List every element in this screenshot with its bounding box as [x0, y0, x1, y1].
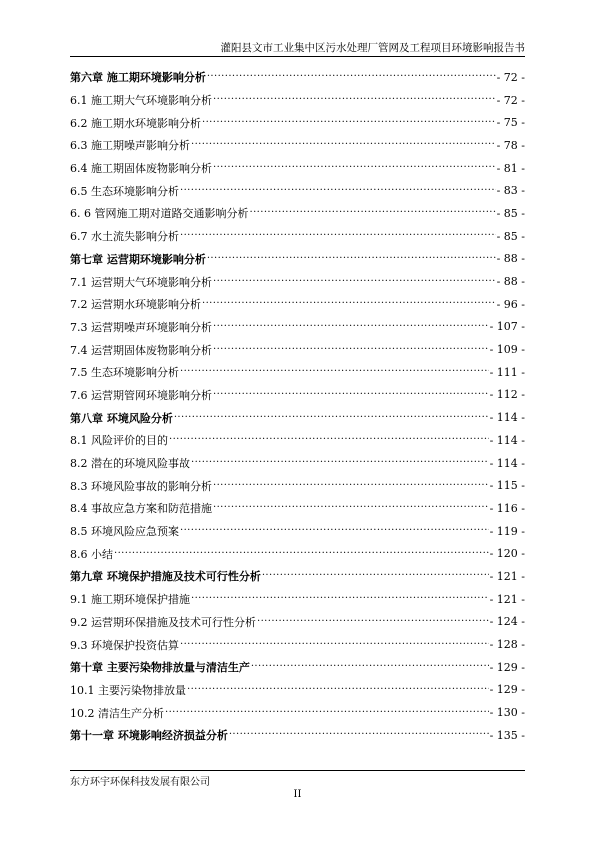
toc-entry-title: 8.2 潜在的环境风险事故	[70, 457, 190, 471]
toc-entry-title: 9.2 运营期环保措施及技术可行性分析	[70, 615, 256, 629]
toc-dot-leader	[114, 548, 489, 560]
toc-entry-page: - 96 -	[496, 297, 525, 311]
toc-section-entry[interactable]	[70, 157, 525, 180]
toc-dot-leader	[180, 230, 496, 242]
toc-entry-page: - 78 -	[496, 138, 525, 152]
toc-entry-page: - 121 -	[489, 592, 525, 606]
table-of-contents	[70, 66, 525, 747]
toc-dot-leader	[187, 684, 489, 696]
toc-section-entry[interactable]	[70, 497, 525, 520]
toc-dot-leader	[229, 729, 489, 741]
toc-entry-title: 第八章 环境风险分析	[70, 411, 173, 425]
toc-dot-leader	[169, 434, 489, 446]
footer-company-name: 东方环宇环保科技发展有限公司	[70, 777, 210, 788]
toc-entry-page: - 81 -	[496, 161, 525, 175]
toc-entry-title: 7.6 运营期管网环境影响分析	[70, 388, 212, 402]
toc-entry-page: - 128 -	[489, 638, 525, 652]
toc-entry-page: - 111 -	[489, 365, 525, 379]
toc-dot-leader	[165, 707, 489, 719]
toc-section-entry[interactable]	[70, 293, 525, 316]
toc-entry-page: - 109 -	[489, 343, 525, 357]
toc-dot-leader	[257, 616, 489, 628]
toc-dot-leader	[250, 207, 496, 219]
toc-entry-title: 8.1 风险评价的目的	[70, 434, 168, 448]
toc-dot-leader	[213, 94, 496, 106]
toc-chapter-entry[interactable]	[70, 66, 525, 89]
toc-entry-page: - 129 -	[489, 683, 525, 697]
toc-entry-page: - 135 -	[489, 728, 525, 742]
toc-entry-title: 第六章 施工期环境影响分析	[70, 71, 206, 85]
page-number: II	[293, 789, 302, 800]
toc-dot-leader	[251, 661, 489, 673]
toc-dot-leader	[213, 389, 489, 401]
toc-entry-page: - 119 -	[489, 524, 525, 538]
toc-section-entry[interactable]	[70, 611, 525, 634]
toc-entry-page: - 114 -	[489, 433, 525, 447]
toc-entry-title: 10.2 清洁生产分析	[70, 706, 164, 720]
toc-section-entry[interactable]	[70, 361, 525, 384]
toc-dot-leader	[213, 321, 489, 333]
toc-entry-title: 9.1 施工期环境保护措施	[70, 593, 190, 607]
toc-dot-leader	[180, 639, 489, 651]
toc-dot-leader	[180, 185, 496, 197]
toc-section-entry[interactable]	[70, 316, 525, 339]
toc-entry-title: 8.4 事故应急方案和防范措施	[70, 502, 212, 516]
toc-entry-page: - 107 -	[489, 320, 525, 334]
toc-entry-title: 6.4 施工期固体废物影响分析	[70, 162, 212, 176]
toc-entry-title: 第十一章 环境影响经济损益分析	[70, 729, 228, 743]
toc-entry-title: 6.1 施工期大气环境影响分析	[70, 94, 212, 108]
toc-chapter-entry[interactable]	[70, 724, 525, 747]
toc-dot-leader	[207, 253, 496, 265]
toc-entry-title: 9.3 环境保护投资估算	[70, 638, 179, 652]
toc-section-entry[interactable]	[70, 520, 525, 543]
toc-section-entry[interactable]	[70, 679, 525, 702]
toc-entry-page: - 112 -	[489, 388, 525, 402]
toc-dot-leader	[191, 139, 496, 151]
toc-dot-leader	[213, 162, 496, 174]
toc-chapter-entry[interactable]	[70, 248, 525, 271]
toc-entry-page: - 85 -	[496, 206, 525, 220]
toc-entry-title: 7.1 运营期大气环境影响分析	[70, 275, 212, 289]
toc-entry-title: 第十章 主要污染物排放量与清洁生产	[70, 661, 250, 675]
toc-chapter-entry[interactable]	[70, 656, 525, 679]
toc-entry-page: - 120 -	[489, 547, 525, 561]
toc-entry-page: - 121 -	[489, 569, 525, 583]
toc-entry-page: - 114 -	[489, 456, 525, 470]
toc-section-entry[interactable]	[70, 202, 525, 225]
toc-entry-page: - 130 -	[489, 706, 525, 720]
toc-entry-page: - 129 -	[489, 660, 525, 674]
toc-entry-page: - 72 -	[496, 93, 525, 107]
toc-entry-title: 第九章 环境保护措施及技术可行性分析	[70, 570, 261, 584]
toc-entry-title: 8.6 小结	[70, 547, 113, 561]
toc-entry-page: - 124 -	[489, 615, 525, 629]
footer-divider	[70, 770, 525, 771]
toc-section-entry[interactable]	[70, 270, 525, 293]
toc-entry-page: - 88 -	[496, 252, 525, 266]
toc-dot-leader	[191, 457, 489, 469]
toc-dot-leader	[202, 117, 496, 129]
toc-entry-page: - 114 -	[489, 411, 525, 425]
toc-entry-title: 8.5 环境风险应急预案	[70, 525, 179, 539]
toc-entry-title: 7.2 运营期水环境影响分析	[70, 298, 201, 312]
toc-chapter-entry[interactable]	[70, 406, 525, 429]
toc-section-entry[interactable]	[70, 338, 525, 361]
toc-entry-page: - 116 -	[489, 501, 525, 515]
running-header: 灌阳县文市工业集中区污水处理厂管网及工程项目环境影响报告书	[70, 40, 525, 57]
toc-entry-title: 7.5 生态环境影响分析	[70, 366, 179, 380]
toc-entry-title: 6.3 施工期噪声影响分析	[70, 139, 190, 153]
toc-entry-title: 6. 6 管网施工期对道路交通影响分析	[70, 207, 249, 221]
toc-entry-title: 6.5 生态环境影响分析	[70, 184, 179, 198]
toc-section-entry[interactable]	[70, 452, 525, 475]
toc-entry-title: 10.1 主要污染物排放量	[70, 683, 186, 697]
toc-dot-leader	[213, 480, 489, 492]
toc-dot-leader	[191, 593, 489, 605]
toc-dot-leader	[202, 298, 496, 310]
toc-entry-page: - 72 -	[496, 70, 525, 84]
toc-section-entry[interactable]	[70, 89, 525, 112]
toc-entry-title: 第七章 运营期环境影响分析	[70, 252, 206, 266]
toc-dot-leader	[213, 502, 489, 514]
toc-section-entry[interactable]	[70, 429, 525, 452]
toc-section-entry[interactable]	[70, 701, 525, 724]
toc-dot-leader	[207, 71, 496, 83]
toc-entry-page: - 75 -	[496, 116, 525, 130]
toc-dot-leader	[262, 570, 489, 582]
toc-entry-title: 6.7 水土流失影响分析	[70, 230, 179, 244]
toc-entry-title: 8.3 环境风险事故的影响分析	[70, 479, 212, 493]
toc-entry-title: 7.4 运营期固体废物影响分析	[70, 343, 212, 357]
toc-section-entry[interactable]	[70, 179, 525, 202]
toc-section-entry[interactable]	[70, 542, 525, 565]
toc-entry-page: - 115 -	[489, 479, 525, 493]
toc-chapter-entry[interactable]	[70, 565, 525, 588]
toc-section-entry[interactable]	[70, 633, 525, 656]
toc-entry-title: 7.3 运营期噪声环境影响分析	[70, 320, 212, 334]
toc-dot-leader	[213, 276, 496, 288]
toc-section-entry[interactable]	[70, 225, 525, 248]
toc-dot-leader	[180, 366, 489, 378]
toc-dot-leader	[180, 525, 489, 537]
toc-dot-leader	[174, 412, 489, 424]
toc-section-entry[interactable]	[70, 474, 525, 497]
toc-section-entry[interactable]	[70, 384, 525, 407]
toc-entry-page: - 88 -	[496, 275, 525, 289]
toc-entry-title: 6.2 施工期水环境影响分析	[70, 116, 201, 130]
toc-entry-page: - 83 -	[496, 184, 525, 198]
toc-section-entry[interactable]	[70, 111, 525, 134]
toc-section-entry[interactable]	[70, 588, 525, 611]
toc-entry-page: - 85 -	[496, 229, 525, 243]
toc-dot-leader	[213, 344, 489, 356]
toc-section-entry[interactable]	[70, 134, 525, 157]
